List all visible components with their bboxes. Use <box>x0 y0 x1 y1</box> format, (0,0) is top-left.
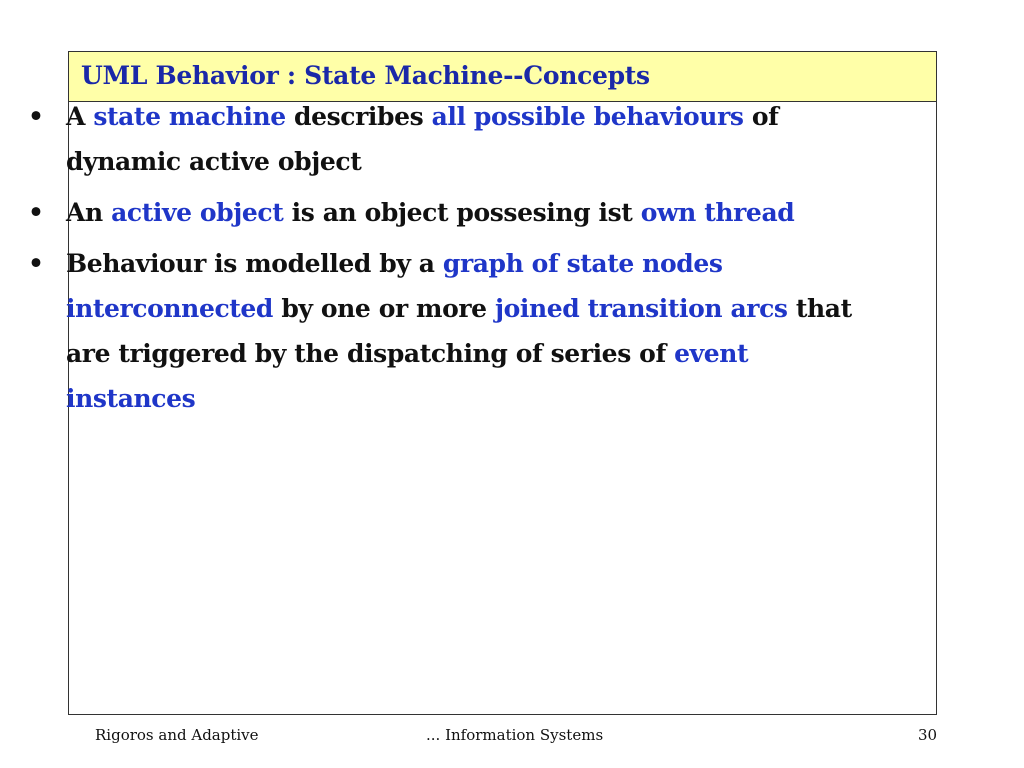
highlighted-term: all possible behaviours <box>431 102 744 131</box>
bullet-marker: • <box>28 102 44 131</box>
bullet-text-segment: An <box>66 198 112 227</box>
footer-center-text: ... Information Systems <box>426 726 604 744</box>
highlighted-term: own thread <box>640 198 795 227</box>
bullet-list <box>26 94 852 427</box>
highlighted-term: state machine <box>93 102 286 131</box>
bullet-marker: • <box>28 249 44 278</box>
highlighted-term: joined transition arcs <box>494 294 788 323</box>
bullet-text-segment: Behaviour is modelled by a <box>66 249 443 278</box>
bullet-text-segment: is an object possesing ist <box>283 198 641 227</box>
bullet-text-segment: A <box>66 102 94 131</box>
highlighted-term: event instances <box>66 339 749 413</box>
highlighted-term: active object <box>111 198 284 227</box>
bullet-item-state-machine <box>26 94 852 184</box>
bullet-text-segment: describes <box>285 102 432 131</box>
bullet-text-segment: by one or more <box>273 294 495 323</box>
highlighted-term: graph of state nodes interconnected <box>66 249 723 323</box>
slide-title: UML Behavior : State Machine--Concepts <box>81 61 650 90</box>
footer-left-text: Rigoros and Adaptive <box>95 726 259 744</box>
bullet-text-segment: of dynamic active object <box>66 102 779 176</box>
bullet-item-behaviour <box>26 241 852 421</box>
bullet-item-active-object <box>26 190 852 235</box>
bullet-text-segment: that are triggered by the dispatching of series of <box>66 294 852 368</box>
bullet-marker: • <box>28 198 44 227</box>
page-number: 30 <box>918 726 938 744</box>
